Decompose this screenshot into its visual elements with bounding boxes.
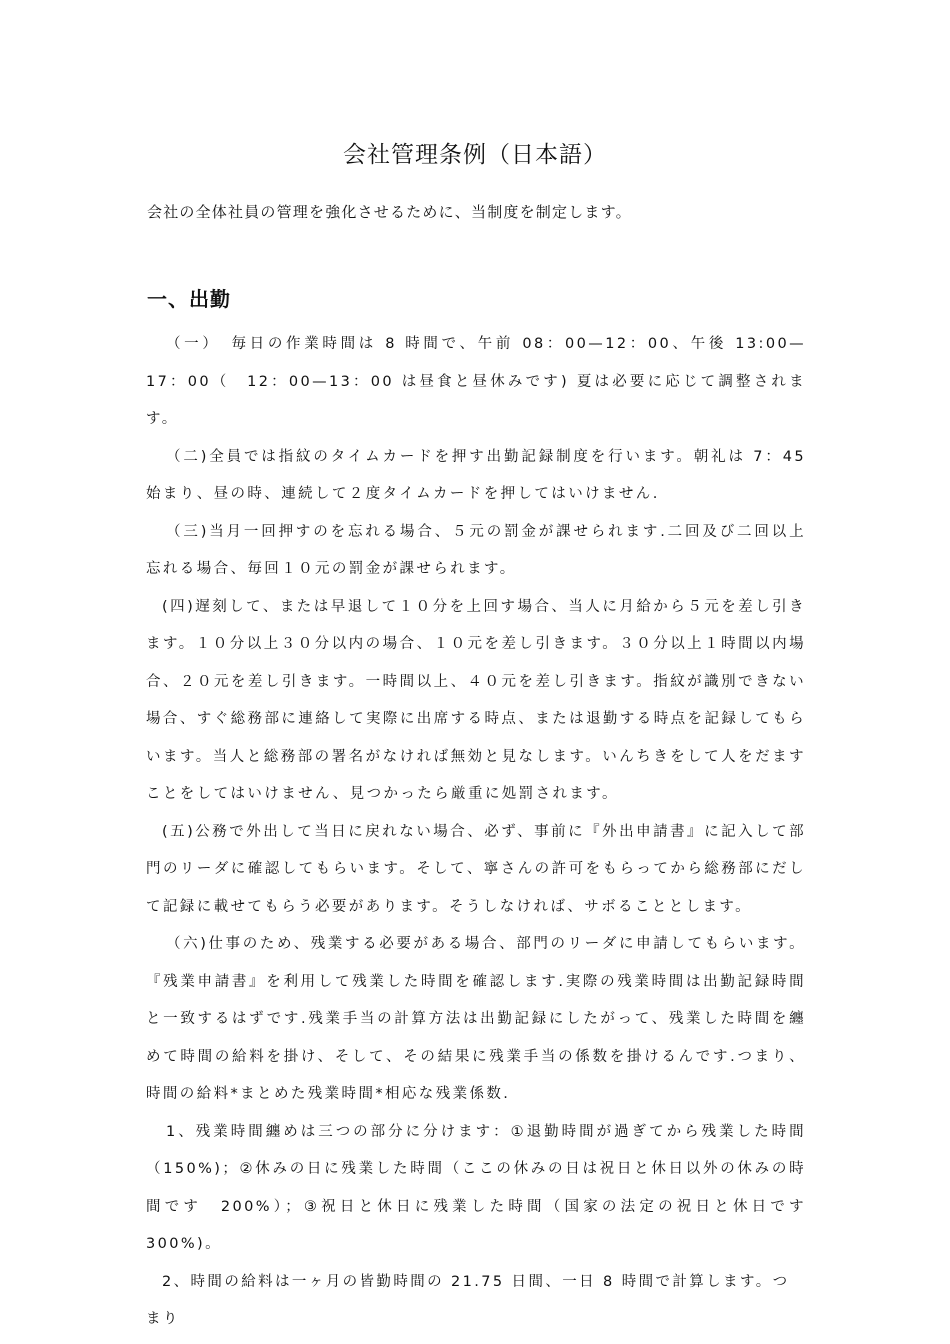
document-body [146,326,823,1339]
paragraph-1: （一） 毎日の作業時間は 8 時間で、午前 08：00—12：00、午後 13:00—17：00（ 12：00—13：00 は昼食と昼休みです) 夏は必要に応じて調整されます。 [146,336,806,427]
paragraph-4: (四)遅刻して、または早退して１０分を上回す場合、当人に月給から５元を差し引きます。１０分以上３０分以内の場合、１０元を差し引きます。３０分以上１時間以内場合、２０元を差し引きます。一時間以上、４０元を差し引きます。指紋が識別できない場合、すぐ総務部に連絡して実際に出席する時点、または退勤する時点を記録してもらいます。当人と総務部の署名がなければ無効と見なします。いんちきをして人をだますことをしてはいけません、見つかったら厳重に処罰されます。 [146,598,806,802]
paragraph-5: (五)公務で外出して当日に戻れない場合、必ず、事前に『外出申請書』に記入して部門のリーダに確認してもらいます。そして、寧さんの許可をもらってから総務部にだして記録に載せてもらう必要があります。そうしなければ、サボることとします。 [146,823,806,915]
paragraph-3: （三)当月一回押すのを忘れる場合、５元の罰金が課せられます.二回及び二回以上忘れる場合、毎回１０元の罰金が課せられます。 [146,523,806,577]
document-title: 会社管理条例（日本語） [343,142,607,168]
paragraph-8: 2、時間の給料は一ヶ月の皆勤時間の 21.75 日間、一日 8 時間で計算します。つまり [146,1273,790,1327]
intro-text: 会社の全体社員の管理を強化させるために、当制度を制定します。 [147,203,632,221]
paragraph-2: （二)全員では指紋のタイムカードを押す出勤記録制度を行います。朝礼は 7：45 始まり、昼の時、連続して２度タイムカードを押してはいけません. [146,448,806,502]
paragraph-6: （六)仕事のため、残業する必要がある場合、部門のリーダに申請してもらいます。『残業申請書』を利用して残業した時間を確認します.実際の残業時間は出勤記録時間と一致するはずです.残業手当の計算方法は出勤記録にしたがって、残業した時間を纏めて時間の給料を掛け、そして、その結果に残業手当の係数を掛けるんです.つまり、時間の給料*まとめた残業時間*相応な残業係数. [146,936,806,1102]
section-heading: 一、出勤 [147,287,231,311]
paragraph-7: 1、残業時間纏めは三つの部分に分けます：①退勤時間が過ぎてから残業した時間（150%)；②休みの日に残業した時間（ここの休みの日は祝日と休日以外の休みの時間です 200%）；③祝日と休日に残業した時間（国家の法定の祝日と休日です 300%)。 [146,1123,823,1252]
